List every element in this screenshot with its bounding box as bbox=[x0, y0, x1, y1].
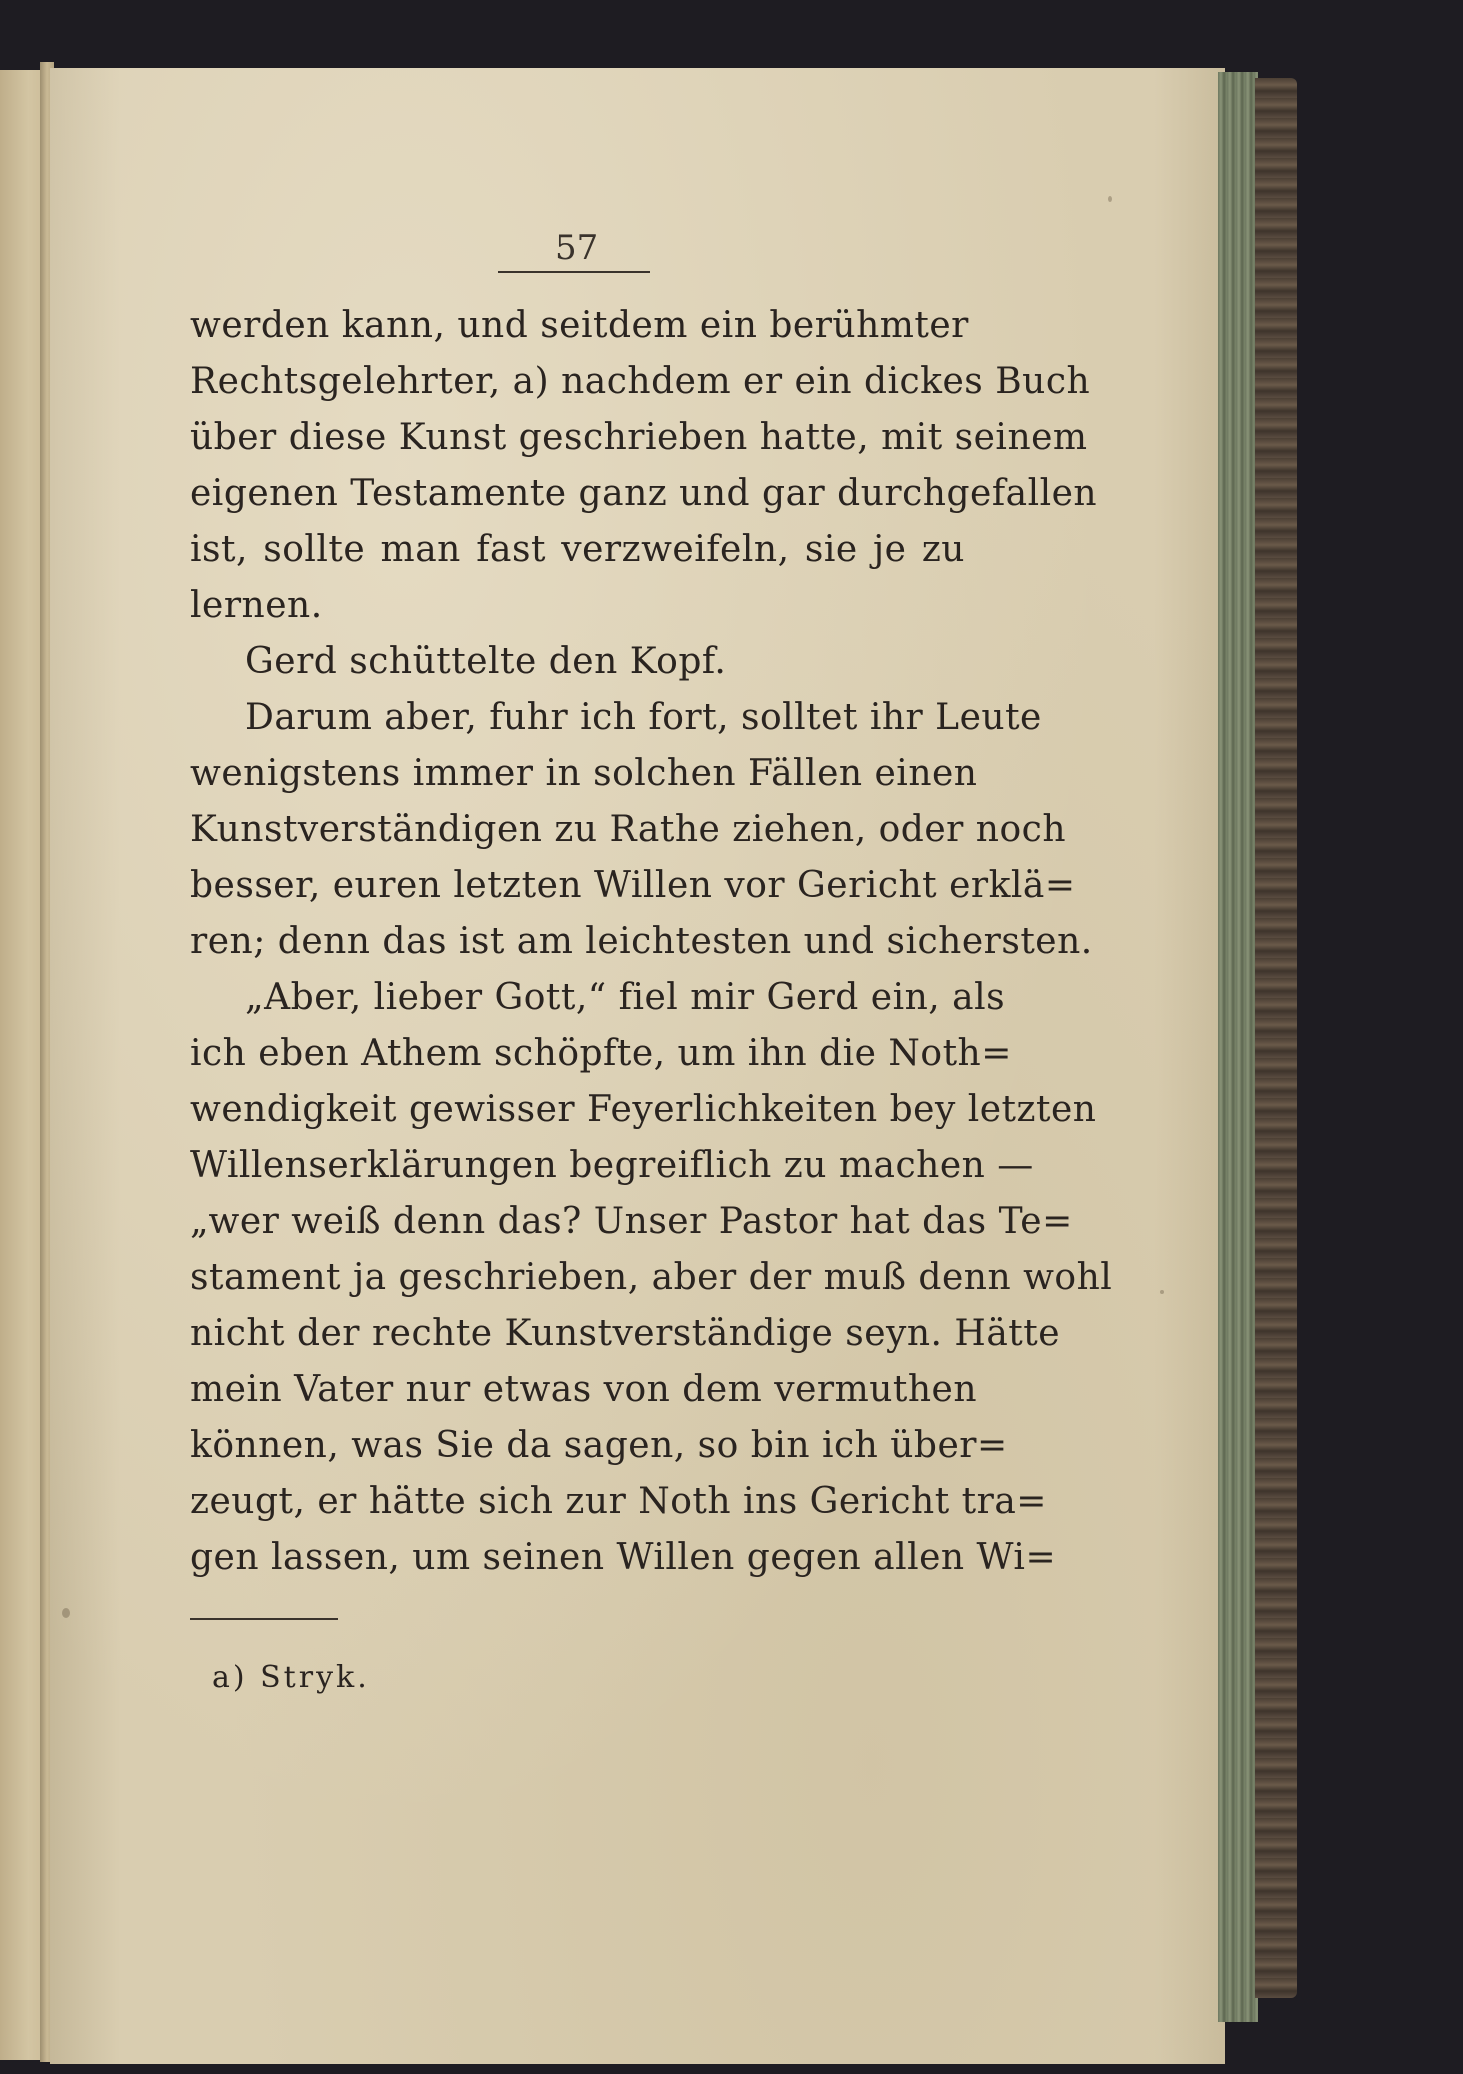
page-edges bbox=[1218, 72, 1258, 2022]
text-line: eigenen Testamente ganz und gar durchgefallen bbox=[190, 473, 1098, 514]
text-line: besser, euren letzten Willen vor Gericht erklä= bbox=[190, 865, 1076, 906]
page-number-rule bbox=[498, 271, 650, 273]
text-line: ich eben Athem schöpfte, um ihn die Noth= bbox=[190, 1033, 1012, 1074]
text-line: „Aber, lieber Gott,“ fiel mir Gerd ein, als bbox=[245, 977, 1006, 1018]
text-line: mein Vater nur etwas von dem vermuthen bbox=[190, 1369, 978, 1410]
text-line: können, was Sie da sagen, so bin ich über= bbox=[190, 1425, 1008, 1466]
text-line: nicht der rechte Kunstverständige seyn. Hätte bbox=[190, 1313, 1061, 1354]
text-line: gen lassen, um seinen Willen gegen allen Wi= bbox=[190, 1537, 1057, 1578]
text-line: zeugt, er hätte sich zur Noth ins Gericht tra= bbox=[190, 1481, 1047, 1522]
text-line: Willenserklärungen begreiflich zu machen — bbox=[190, 1145, 1034, 1186]
page-speck bbox=[1108, 196, 1112, 202]
page-number: 57 bbox=[555, 228, 599, 268]
text-line: ren; denn das ist am leichtesten und sichersten. bbox=[190, 921, 1093, 962]
text-line: Rechtsgelehrter, a) nachdem er ein dickes Buch bbox=[190, 361, 1091, 402]
text-line: wenigstens immer in solchen Fällen einen bbox=[190, 753, 978, 794]
text-line: Gerd schüttelte den Kopf. bbox=[245, 641, 727, 682]
text-line: wendigkeit gewisser Feyerlichkeiten bey letzten bbox=[190, 1089, 1097, 1130]
text-line: über diese Kunst geschrieben hatte, mit seinem bbox=[190, 417, 1088, 458]
page-speck bbox=[62, 1608, 70, 1618]
footnote-rule bbox=[190, 1618, 338, 1620]
footnote: a) Stryk. bbox=[212, 1660, 370, 1695]
page-speck bbox=[1160, 1290, 1164, 1294]
text-line: „wer weiß denn das? Unser Pastor hat das Te= bbox=[190, 1201, 1073, 1242]
text-line: lernen. bbox=[190, 585, 323, 626]
book-cover-edge bbox=[1255, 78, 1297, 1998]
text-line: ist, sollte man fast verzweifeln, sie je zu bbox=[190, 529, 965, 570]
text-line: Kunstverständigen zu Rathe ziehen, oder noch bbox=[190, 809, 1067, 850]
text-line: werden kann, und seitdem ein berühmter bbox=[190, 305, 969, 346]
text-line: stament ja geschrieben, aber der muß denn wohl bbox=[190, 1257, 1113, 1298]
text-line: Darum aber, fuhr ich fort, solltet ihr Leute bbox=[245, 697, 1042, 738]
